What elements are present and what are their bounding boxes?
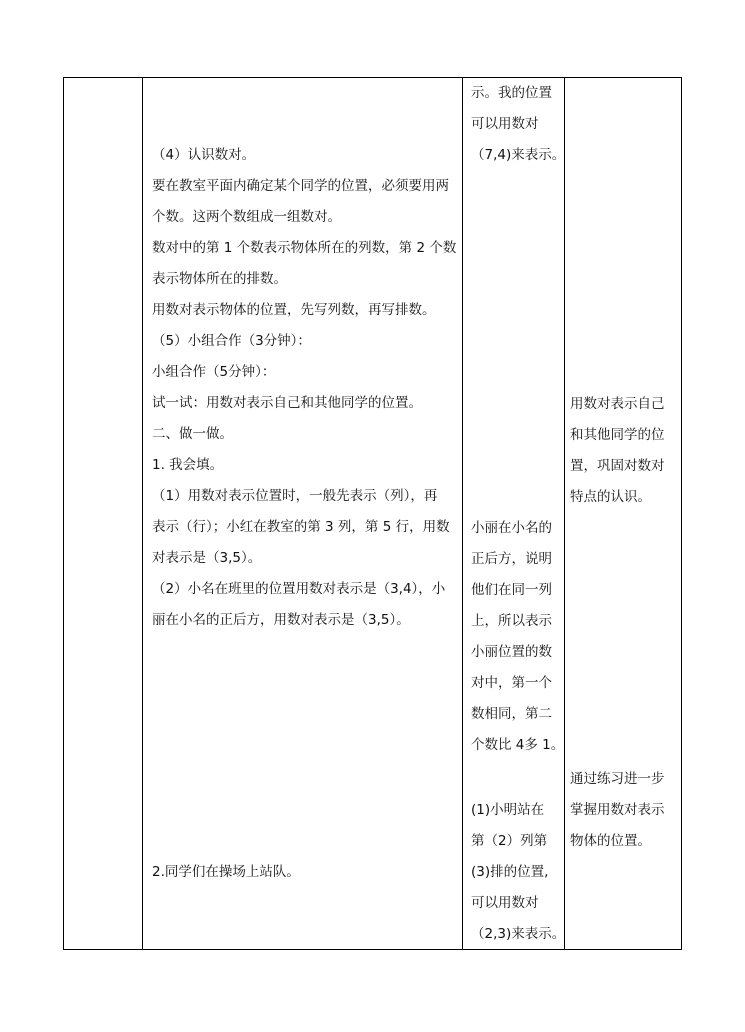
text-line: 用数对表示物体的位置，先写列数，再写排数。 xyxy=(152,302,436,318)
answer-line: 第（2）列第 xyxy=(471,833,548,849)
answer-line: (1)小明站在 xyxy=(471,802,545,818)
answer-line: 上，所以表示 xyxy=(471,613,552,629)
text-line: （2）小名在班里的位置用数对表示是（3,4），小 xyxy=(152,581,446,597)
answer-line: 示。我的位置 xyxy=(471,85,552,101)
text-line: （1）用数对表示位置时，一般先表示（列），再 xyxy=(152,488,438,504)
answer-line: 数相同，第二 xyxy=(471,706,552,722)
answer-line: 小丽在小名的 xyxy=(471,520,552,536)
text-line: （4）认识数对。 xyxy=(152,147,256,163)
text-line: 试一试：用数对表示自己和其他同学的位置。 xyxy=(152,395,422,411)
answer-line: 正后方，说明 xyxy=(471,551,552,567)
intent-block-1 xyxy=(566,389,684,513)
answer-block-3 xyxy=(466,795,567,950)
text-line: （5）小组合作（3分钟）： xyxy=(152,333,311,349)
answer-line: 可以用数对 xyxy=(471,895,539,911)
text-line: 2.同学们在操场上站队。 xyxy=(152,864,300,880)
intent-block-2 xyxy=(566,764,684,857)
answer-line: （2,3)来表示。 xyxy=(471,926,566,942)
text-line: 丽在小名的正后方，用数对表示是（3,5）。 xyxy=(152,612,410,628)
column-divider-2 xyxy=(462,78,463,949)
text-line: 表示物体所在的排数。 xyxy=(152,271,287,287)
answer-line: 小丽位置的数 xyxy=(471,644,552,660)
answer-line: 他们在同一列 xyxy=(471,582,552,598)
text-line: 小组合作（5分钟）： xyxy=(152,364,276,380)
column-divider-1 xyxy=(142,78,143,949)
answer-line: 个数比 4多 1。 xyxy=(471,737,565,753)
answer-block-2 xyxy=(466,513,567,761)
text-line: 1. 我会填。 xyxy=(152,457,224,473)
lesson-table xyxy=(63,77,682,950)
intent-line: 置，巩固对数对 xyxy=(570,458,665,474)
answer-line: 对中，第一个 xyxy=(471,675,552,691)
teaching-process-text xyxy=(148,140,462,636)
text-line: 个数。这两个数组成一组数对。 xyxy=(152,209,341,225)
intent-line: 特点的认识。 xyxy=(570,489,651,505)
answer-line: 可以用数对 xyxy=(471,116,539,132)
exercise-2-text xyxy=(148,857,462,888)
answer-line: （7,4)来表示。 xyxy=(471,147,566,163)
intent-line: 通过练习进一步 xyxy=(570,771,665,787)
answer-line: (3)排的位置, xyxy=(471,864,549,880)
text-line: 要在教室平面内确定某个同学的位置，必须要用两 xyxy=(152,178,449,194)
text-line: 对表示是（3,5）。 xyxy=(152,550,262,566)
intent-line: 和其他同学的位 xyxy=(570,427,665,443)
intent-line: 掌握用数对表示 xyxy=(570,802,665,818)
intent-line: 物体的位置。 xyxy=(570,833,651,849)
text-line: 数对中的第 1 个数表示物体所在的列数，第 2 个数 xyxy=(152,240,457,256)
answer-block-1 xyxy=(466,78,567,171)
intent-line: 用数对表示自己 xyxy=(570,396,665,412)
text-line: 二、做一做。 xyxy=(152,426,233,442)
text-line: 表示（行）；小红在教室的第 3 列，第 5 行，用数 xyxy=(152,519,450,535)
